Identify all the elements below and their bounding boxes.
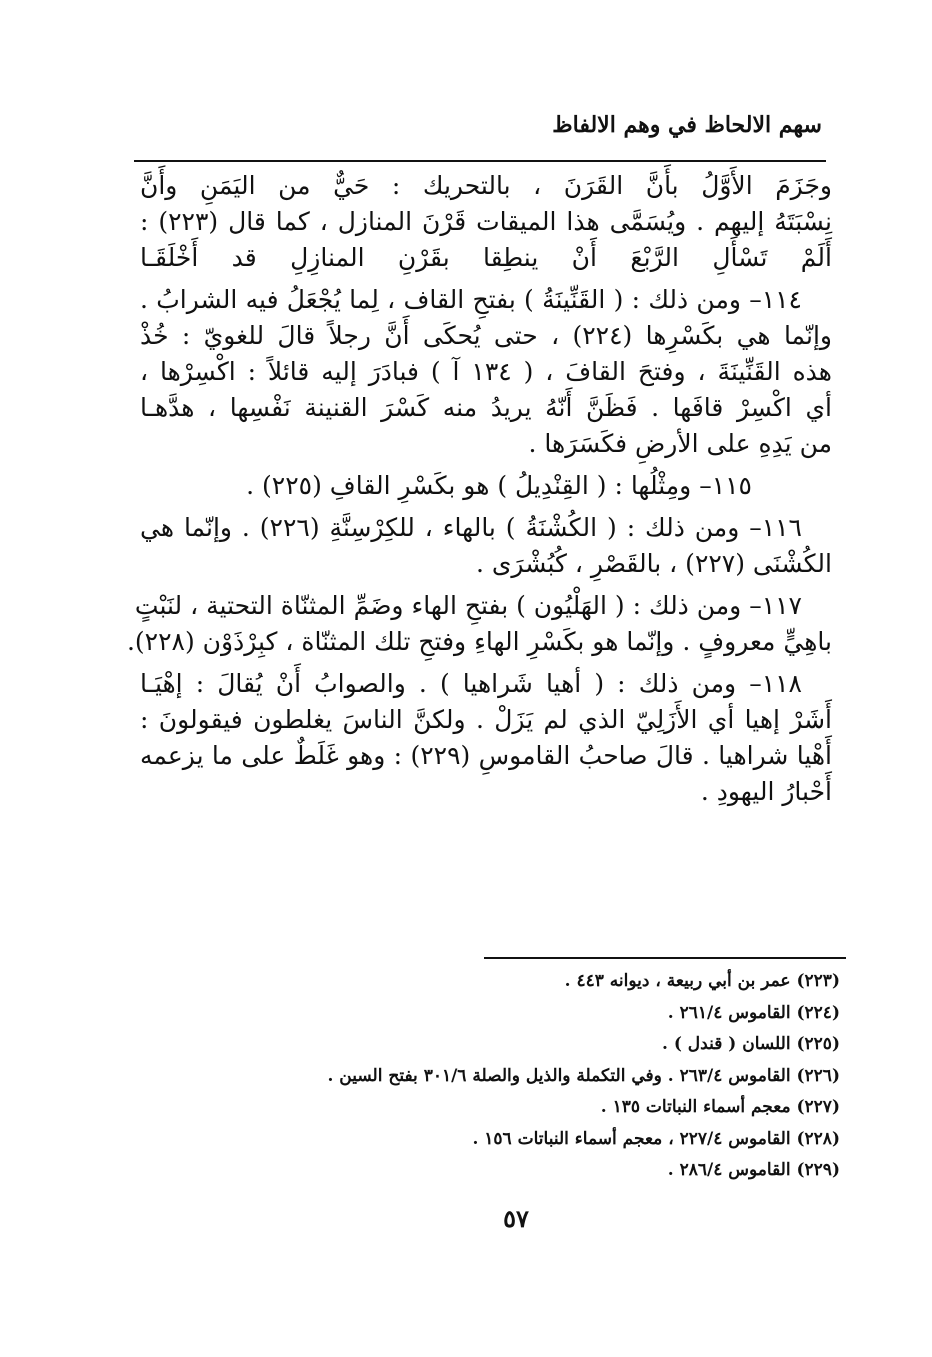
entry-114-line: ١١٤– ومن ذلك : ( القَنِّينَةُ ) بفتحِ القاف ، لِما يُجْعَلُ فيه الشرابُ . [140, 285, 802, 314]
body-line: أَهْيا شراهيا . قالَ صاحبُ القاموسِ (٢٢٩) : وهو غَلَطٌ على ما يزعمه [140, 741, 832, 770]
entry-117-line: ١١٧– ومن ذلك : ( الهَلْيُون ) بفتحِ الهاء وضَمِّ المثنّاة التحتية ، لنَبْتٍ [134, 591, 802, 620]
footnote-228: (٢٢٨) القاموس ٢٢٧/٤ ، معجم أسماء النباتات ١٥٦ . [472, 1128, 840, 1149]
entry-118-line: ١١٨– ومن ذلك : ( أهيا شَراهيا ) . والصوابُ أَنْ يُقالَ : إهْيَـا [140, 669, 802, 698]
footnote-223: (٢٢٣) عمر بن أبي ربيعة ، ديوانه ٤٤٣ . [564, 971, 840, 991]
body-line: هذه القَنِّينَةَ ، وفتحَ القافَ ، ( ١٣٤ آ ) فبادَرَ إليه قائلاً : اكْسِرْها ، [140, 357, 832, 386]
body-text [126, 168, 832, 810]
page-number: ٥٧ [503, 1204, 529, 1233]
footnote-rule [484, 957, 846, 959]
footnote-224: (٢٢٤) القاموس ٢٦١/٤ . [667, 1002, 840, 1023]
body-line: وإنّما هي بكَسْرِها (٢٢٤) ، حتى يُحكَى أَنَّ رجلاً قالَ للغويّ : خُذْ [140, 321, 832, 350]
body-line: الكُشْنَى (٢٢٧) ، بالقَصْرِ ، كُبُشْرَى . [475, 549, 832, 578]
body-line: أي اكْسِرْ قافَها . فَظَنَّ أَنّهُ يريدُ منه كَسْرَ القنينة نَفْسِها ، هدَّهـا [140, 393, 832, 422]
footnote-226: (٢٢٦) القاموس ٢٦٣/٤ . وفي التكملة والذيل والصلة ٣٠١/٦ بفتح السين . [327, 1065, 840, 1086]
body-line: نِسْبَتَهُ إليهم . ويُسَمَّى هذا الميقات قَرْنَ المنازل ، كما قال (٢٢٣) : [140, 207, 832, 236]
header-rule [134, 160, 826, 162]
body-line: باهِيٍّ معروفٍ . وإنّما هو بكَسْرِ الهاءِ وفتحِ تلك المثنّاة ، كبِرْذَوْن (٢٢٨). [126, 627, 832, 656]
footnote-227: (٢٢٧) معجم أسماء النباتات ١٣٥ . [600, 1097, 840, 1117]
verse-line: أَلَمْ تَسْأَلِ الرَّبْعَ أَنْ ينطِقا بقَرْنِ المنازِلِ قد أَخْلَقَـا [140, 243, 832, 272]
entry-115-line: ١١٥– ومِثْلُها : ( القِنْدِيلُ ) هو بكَسْرِ القافِ (٢٢٥) . [246, 471, 752, 500]
entry-116-line: ١١٦– ومن ذلك : ( الكُشْنَةُ ) بالهاء ، للكِرْسِنَّةِ (٢٢٦) . وإنّما هي [140, 513, 802, 542]
body-line: من يَدِهِ على الأرضِ فكَسَرَها . [528, 429, 832, 458]
body-line: أَحْبارُ اليهودِ . [700, 777, 832, 806]
running-head: سهم الالحاظ في وهم الالفاظ [552, 112, 822, 138]
footnotes [250, 966, 840, 1187]
body-line: وجَزَمَ الأَوَّلُ بأَنَّ القَرَنَ ، بالتحريك : حَيٌّ من اليَمَنِ وأَنَّ [140, 171, 832, 200]
body-line: أَشَرْ إهيا أي الأَزَلِيّ الذي لم يَزَلْ . ولكنَّ الناسَ يغلطون فيقولونَ : [140, 705, 832, 734]
footnote-229: (٢٢٩) القاموس ٢٨٦/٤ . [667, 1160, 840, 1180]
footnote-225: (٢٢٥) اللسان ( قندل ) . [662, 1034, 840, 1054]
